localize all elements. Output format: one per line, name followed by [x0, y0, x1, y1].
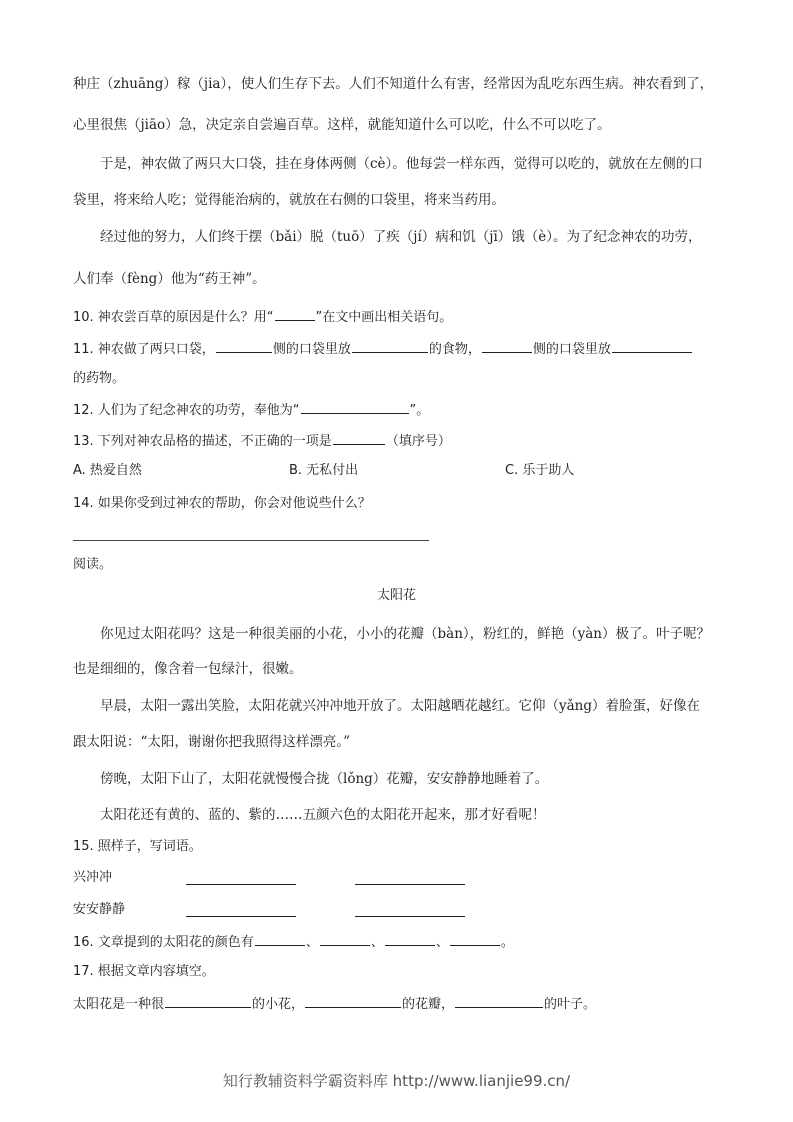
passage-line: 早晨，太阳一露出笑脸，太阳花就兴冲冲地开放了。太阳越晒花越红。它仰（yǎng）着脸蛋，好像在	[100, 698, 701, 714]
answer-blank[interactable]	[165, 994, 251, 1008]
passage-line: 袋里，将来给人吃；觉得能治病的，就放在右侧的口袋里，将来当药用。	[73, 192, 505, 208]
option-b[interactable]: B. 无私付出	[289, 463, 359, 478]
passage-line: 心里很焦（jiāo）急，决定亲自尝遍百草。这样，就能知道什么可以吃，什么不可以吃了。	[73, 117, 611, 133]
option-a[interactable]: A. 热爱自然	[73, 463, 142, 478]
passage-line: 太阳花还有黄的、蓝的、紫的……五颜六色的太阳花开起来，那才好看呢！	[100, 807, 546, 823]
question-text: ”在文中画出相关语句。	[315, 310, 453, 325]
question-12	[73, 400, 429, 420]
answer-blank[interactable]	[186, 871, 296, 885]
question-15: 15. 照样子，写词语。	[73, 839, 202, 854]
question-text: 10. 神农尝百草的原因是什么？用“	[73, 310, 274, 325]
passage-line: 跟太阳说：“太阳，谢谢你把我照得这样漂亮。”	[73, 734, 351, 750]
passage-line: 种庄（zhuāng）稼（jia），使人们生存下去。人们不知道什么有害，经常因为乱吃东西生病。神农看到了，	[73, 76, 714, 92]
answer-blank[interactable]	[455, 994, 543, 1008]
question-text: ”。	[409, 403, 430, 418]
question-text: 16. 文章提到的太阳花的颜色有	[73, 935, 254, 950]
answer-blank[interactable]	[352, 339, 428, 353]
question-text: 13. 下列对神农品格的描述，不正确的一项是	[73, 434, 332, 449]
example-word: 安安静静	[73, 902, 126, 917]
separator: 、	[370, 935, 384, 950]
question-11-cont: 的药物。	[73, 371, 126, 386]
passage-line: 于是，神农做了两只大口袋，挂在身体两侧（cè）。他每尝一样东西，觉得可以吃的，就放在左侧的口	[100, 156, 703, 172]
question-text: 的小花，	[252, 997, 305, 1012]
separator: 、	[305, 935, 319, 950]
answer-blank[interactable]	[333, 431, 385, 445]
question-text: 12. 人们为了纪念神农的功劳，奉他为“	[73, 403, 300, 418]
question-text: 的花瓣，	[402, 997, 455, 1012]
example-word: 兴冲冲	[73, 870, 113, 885]
passage-line: 你见过太阳花吗？这是一种很美丽的小花，小小的花瓣（bàn），粉红的，鲜艳（yàn）极了。叶子呢？	[100, 626, 711, 642]
answer-blank[interactable]	[355, 903, 465, 917]
question-10	[73, 307, 452, 327]
question-17: 17. 根据文章内容填空。	[73, 964, 215, 979]
end-mark: 。	[500, 935, 514, 950]
question-text: 11. 神农做了两只口袋，	[73, 342, 215, 357]
answer-blank[interactable]	[355, 871, 465, 885]
answer-blank[interactable]	[301, 400, 409, 414]
question-text: 太阳花是一种很	[73, 997, 165, 1012]
question-text: 的叶子。	[544, 997, 597, 1012]
passage-line: 经过他的努力，人们终于摆（bǎi）脱（tuō）了疾（jí）病和饥（jī）饿（è）。为了纪念神农的功劳，	[100, 229, 702, 245]
question-text: 侧的口袋里放	[272, 342, 351, 357]
answer-blank[interactable]	[385, 932, 435, 946]
question-17-fill	[73, 994, 596, 1014]
answer-blank[interactable]	[612, 339, 692, 353]
option-c[interactable]: C. 乐于助人	[505, 463, 575, 478]
question-13	[73, 431, 451, 451]
separator: 、	[435, 935, 449, 950]
question-text: （填序号）	[385, 434, 451, 449]
passage-line: 也是细细的，像含着一包绿汁，很嫩。	[73, 661, 303, 677]
question-14: 14. 如果你受到过神农的帮助，你会对他说些什么？	[73, 496, 371, 511]
answer-blank[interactable]	[275, 307, 315, 321]
answer-blank[interactable]	[186, 903, 296, 917]
passage-title: 太阳花	[376, 588, 416, 603]
question-11	[73, 339, 693, 359]
answer-line[interactable]	[73, 540, 429, 541]
answer-blank[interactable]	[255, 932, 305, 946]
answer-blank[interactable]	[305, 994, 401, 1008]
answer-blank[interactable]	[450, 932, 500, 946]
question-text: 的食物，	[428, 342, 481, 357]
passage-line: 人们奉（fèng）他为“药王神”。	[73, 271, 266, 287]
question-16	[73, 932, 514, 952]
answer-blank[interactable]	[482, 339, 532, 353]
question-text: 侧的口袋里放	[532, 342, 611, 357]
answer-blank[interactable]	[320, 932, 370, 946]
section-heading: 阅读。	[73, 557, 113, 572]
answer-blank[interactable]	[216, 339, 272, 353]
passage-line: 傍晚，太阳下山了，太阳花就慢慢合拢（lǒng）花瓣，安安静静地睡着了。	[100, 771, 549, 787]
page-footer: 知行教辅资料学霸资料库 http://www.lianjie99.cn/	[222, 1072, 571, 1090]
